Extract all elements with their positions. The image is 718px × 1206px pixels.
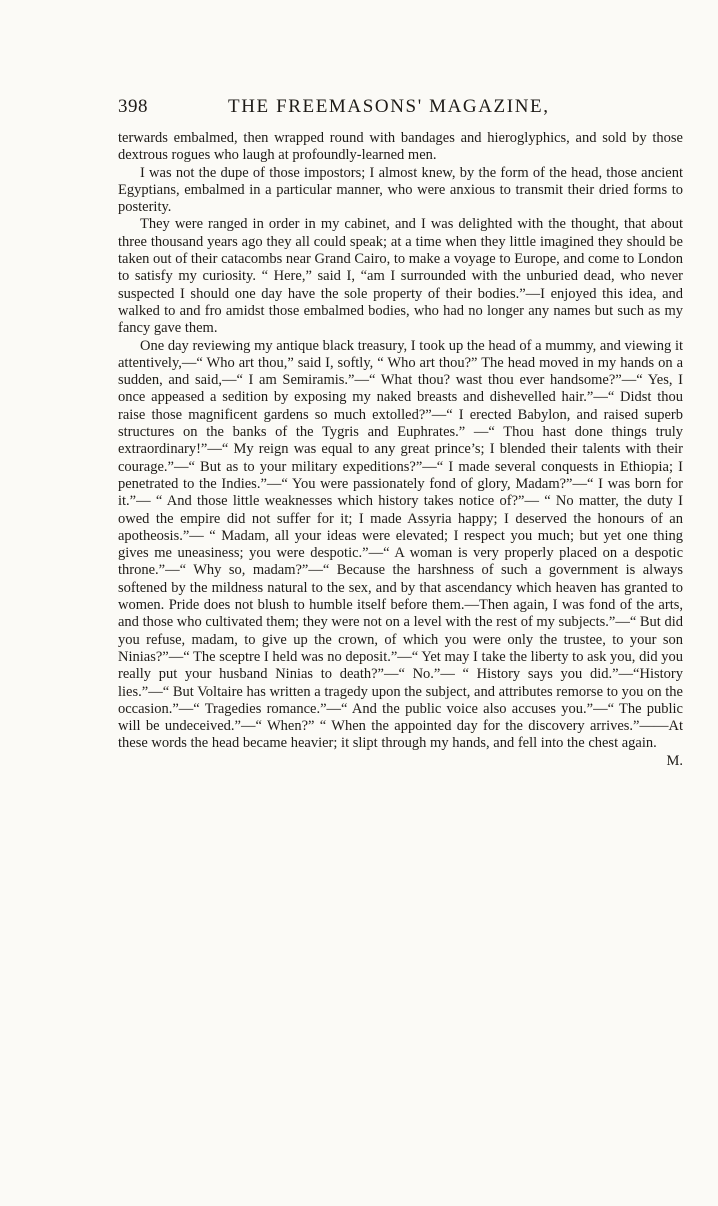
- paragraph-cabinet: They were ranged in order in my cabinet, and I was delighted with the thought, that about three thousand years ago they all could speak; at a time when they little imagined they should be taken out of their catacombs near Grand Cairo, to make a voyage to Europe, and come to London to satisfy my curiosity. “ Here,” said I, “am I surrounded with the unburied dead, who never suspected I should one day have the sole property of their bodies.”—I enjoyed this idea, and walked to and fro amidst those embalmed bodies, who had no longer any names but such as my fancy gave them.: [118, 216, 683, 337]
- article-body: [118, 130, 683, 769]
- paragraph-semiramis-dialogue: One day reviewing my antique black treasury, I took up the head of a mummy, and viewing it attentively,—“ Who art thou,” said I, softly, “ Who art thou?” The head moved in my hands on a sudden, and said,—“ I am Semiramis.”—“ What thou? wast thou ever handsome?”—“ Yes, I once appeased a sedition by exposing my naked breasts and dishevelled hair.”—“ Didst thou raise those magnificent gardens so much extolled?”—“ I erected Babylon, and raised superb structures on the banks of the Tygris and Euphrates.” —“ Thou hast done things truly extraordinary!”—“ My reign was equal to any great prince’s; I blended their talents with their courage.”—“ But as to your military expeditions?”—“ I made several conquests in Ethiopia; I penetrated to the Indies.”—“ You were passionately fond of glory, Madam?”—“ I was born for it.”— “ And those little weaknesses which history takes notice of?”— “ No matter, the duty I owed the empire did not suffer for it; I made Assyria happy; I deserved the honours of an apotheosis.”— “ Madam, all your ideas were elevated; I respect you much; but yet one thing gives me uneasiness; you were despotic.”—“ A woman is very properly placed on a despotic throne.”—“ Why so, madam?”—“ Because the harshness of such a government is always softened by the mildness natural to the sex, and by that ascendancy which heaven has granted to women. Pride does not blush to humble itself before them.—Then again, I was fond of the arts, and those who cultivated them; they were not on a level with the rest of my subjects.”—“ But did you refuse, madam, to give up the crown, of which you were only the trustee, to your son Ninias?”—“ The sceptre I held was no deposit.”—“ Yet may I take the liberty to ask you, did you really put your husband Ninias to death?”—“ No.”— “ History says you did.”—“History lies.”—“ But Voltaire has written a tragedy upon the subject, and attributes remorse to you on the occasion.”—“ Tragedies romance.”—“ And the public voice also accuses you.”—“ The public will be undeceived.”—“ When?” “ When the appointed day for the discovery arrives.”——At these words the head became heavier; it slipt through my hands, and fell into the chest again.: [118, 337, 683, 752]
- author-signature: M.: [666, 752, 683, 769]
- running-title: THE FREEMASONS' MAGAZINE,: [228, 96, 550, 117]
- paragraph-impostors: I was not the dupe of those impostors; I almost knew, by the form of the head, those ancient Egyptians, embalmed in a particular manner, who were anxious to transmit their dried forms to posterity.: [118, 164, 683, 216]
- page-number: 398: [118, 96, 148, 117]
- paragraph-continuation: terwards embalmed, then wrapped round with bandages and hieroglyphics, and sold by those dextrous rogues who laugh at profoundly-learned men.: [118, 130, 683, 164]
- page-header: [118, 90, 683, 130]
- magazine-page: [118, 90, 683, 769]
